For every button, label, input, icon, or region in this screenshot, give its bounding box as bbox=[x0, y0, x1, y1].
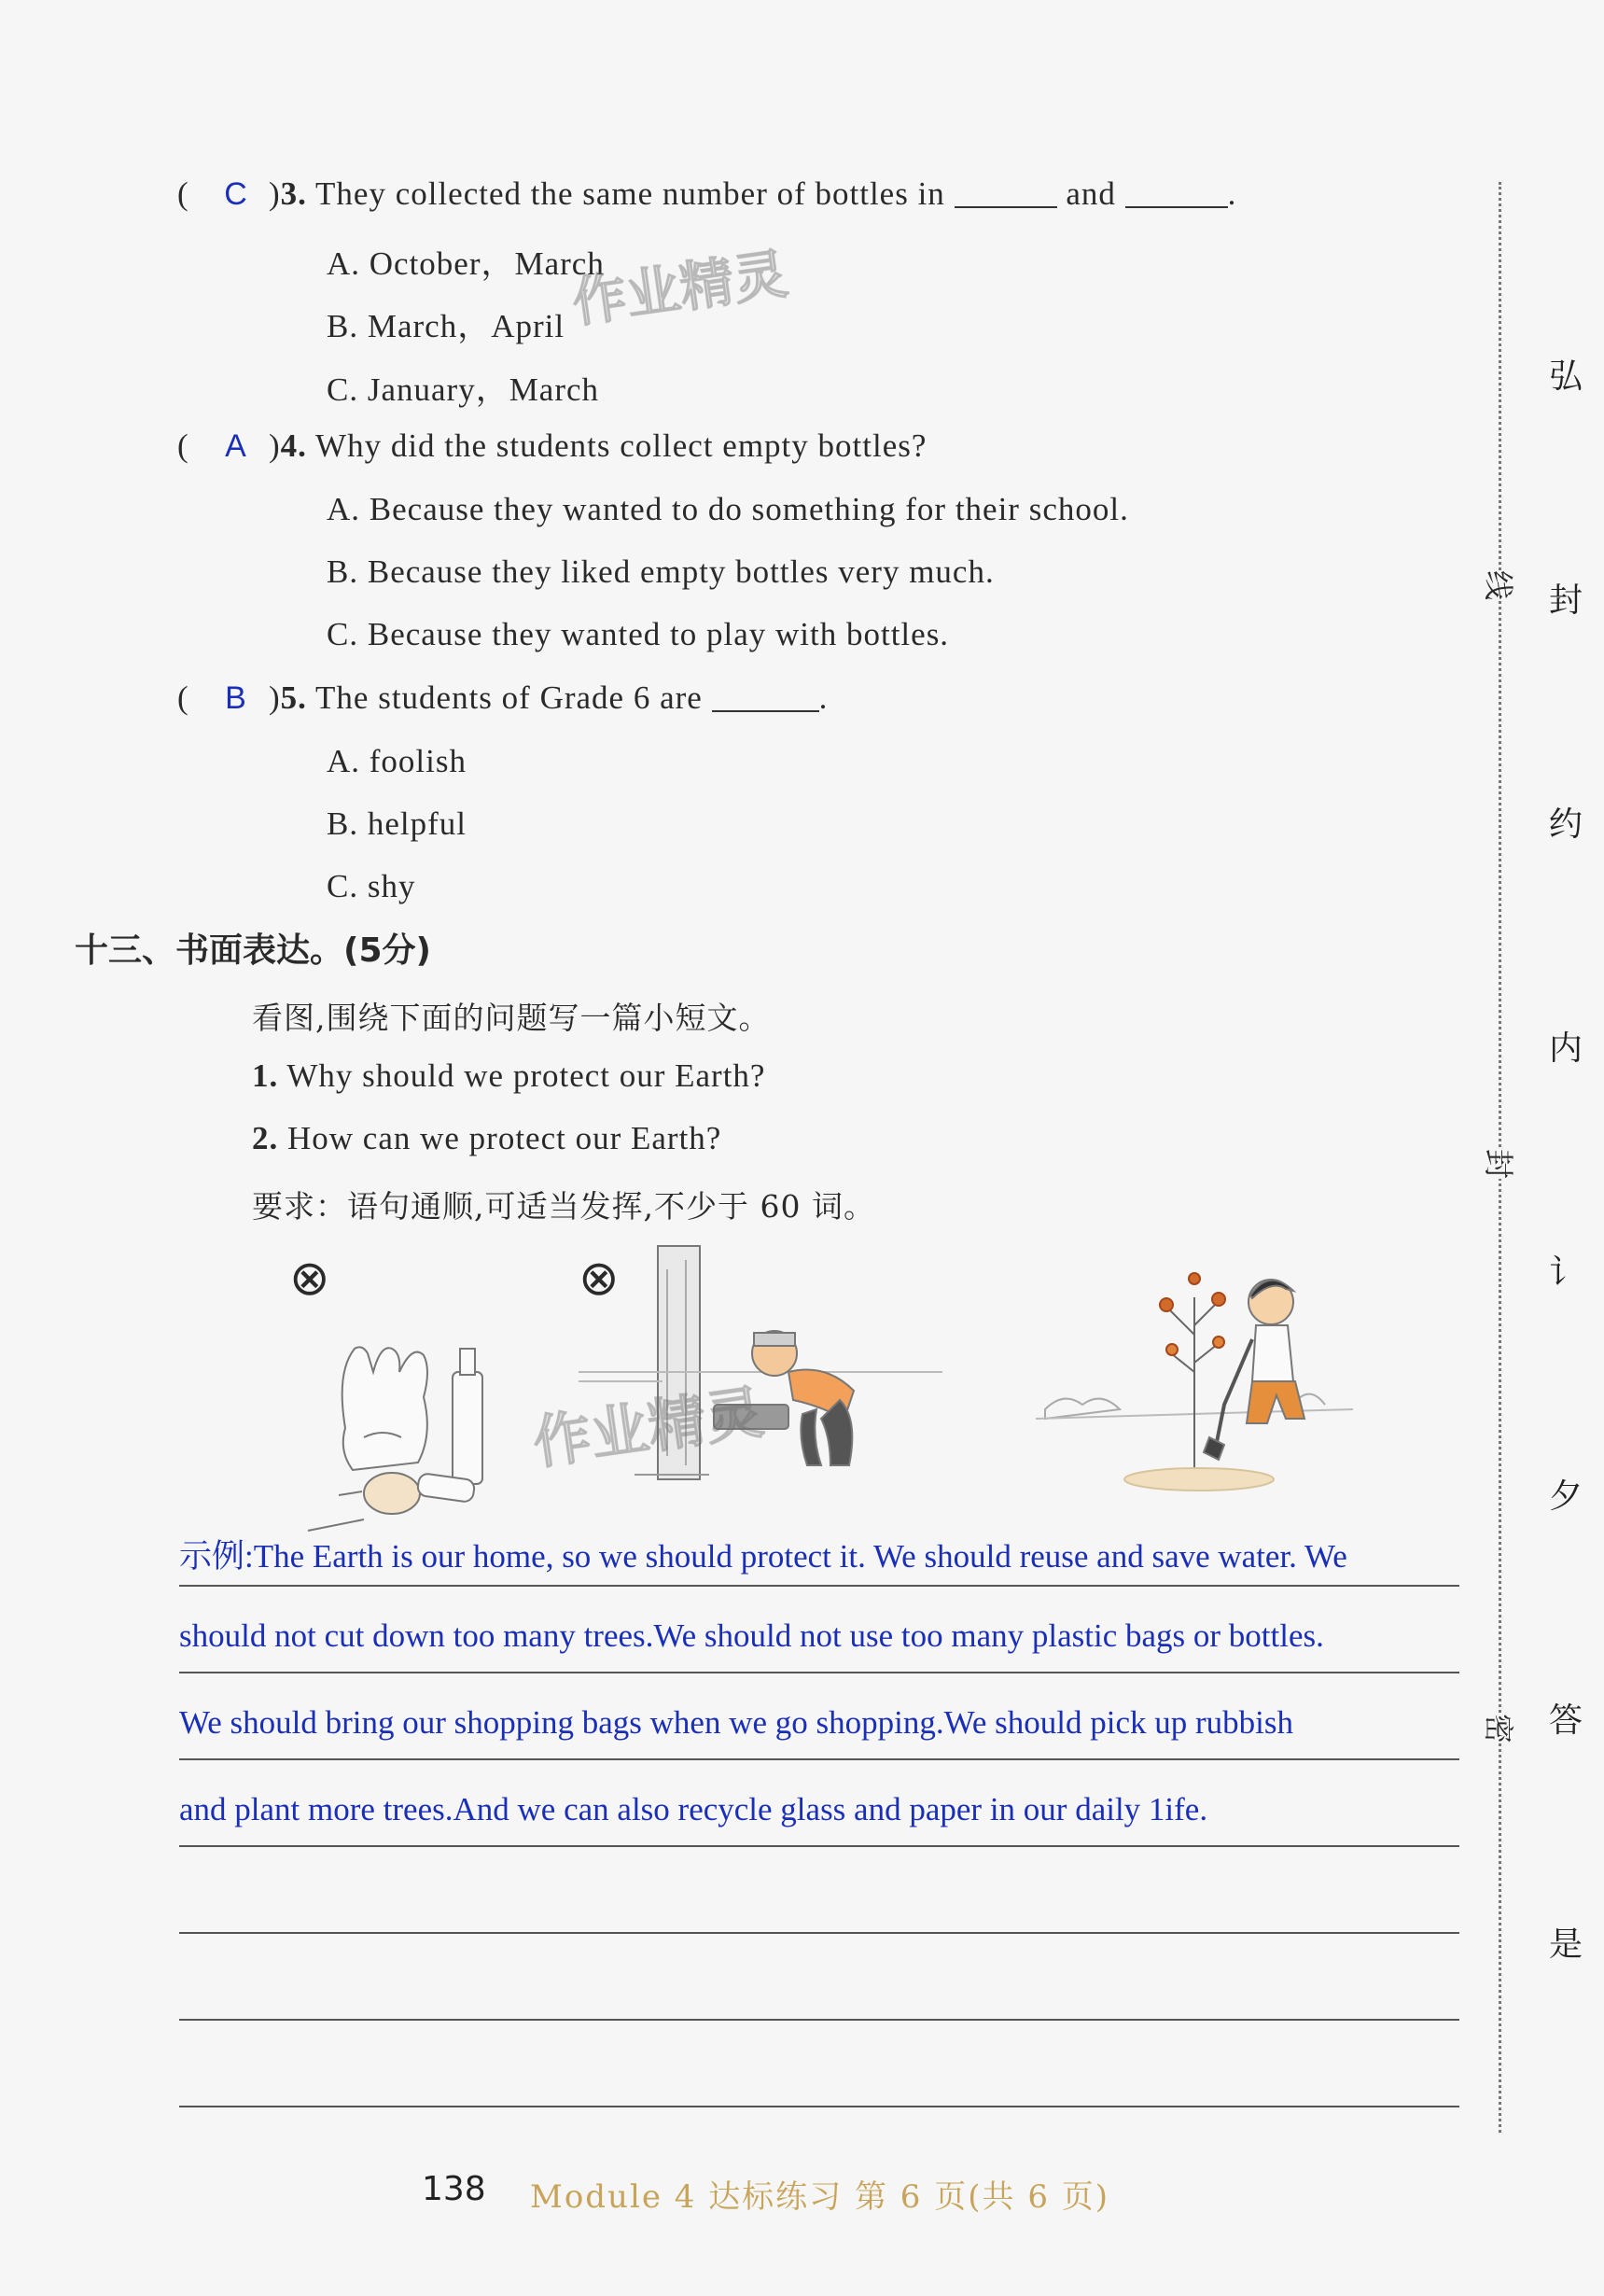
footer-text: Module 4 达标练习 第 6 页(共 6 页) bbox=[530, 2178, 1110, 2216]
essay-line-2: should not cut down too many trees.We should not use too many plastic bags or bottles. bbox=[179, 1617, 1324, 1654]
writing-line bbox=[179, 1585, 1459, 1587]
question-3 bbox=[177, 175, 1236, 213]
edge-char: 答 bbox=[1549, 1701, 1583, 1740]
option-a: A. foolish bbox=[327, 743, 467, 779]
writing-line bbox=[179, 2019, 1459, 2021]
prompt-question-2 bbox=[252, 1120, 721, 1157]
prompt-question-1 bbox=[252, 1057, 765, 1095]
prompt-number: 2. bbox=[252, 1120, 279, 1156]
prohibited-icon: ⊗ bbox=[579, 1251, 620, 1307]
edge-char: 约 bbox=[1549, 805, 1583, 844]
prompt-number: 1. bbox=[252, 1057, 279, 1094]
option-a: A. October，March bbox=[327, 245, 605, 282]
question-text: Why did the students collect empty bottles? bbox=[315, 427, 928, 464]
answer-blank bbox=[712, 710, 819, 712]
question-number: 5. bbox=[280, 679, 307, 716]
page-footer bbox=[0, 2165, 1604, 2221]
paren-close: ) bbox=[269, 679, 281, 716]
section-instruction: 看图,围绕下面的问题写一篇小短文。 bbox=[252, 1000, 771, 1036]
writing-line bbox=[179, 1845, 1459, 1847]
prompt-text: How can we protect our Earth? bbox=[287, 1120, 722, 1156]
binding-label-mi: 密 bbox=[1475, 1714, 1526, 1743]
answer-blank bbox=[955, 206, 1057, 208]
answer-mark: A bbox=[225, 428, 247, 464]
page-number: 138 bbox=[422, 2170, 486, 2208]
paren-open: ( bbox=[177, 679, 189, 716]
option-c: C. shy bbox=[327, 868, 416, 904]
writing-line bbox=[179, 1672, 1459, 1673]
question-text: The students of Grade 6 are bbox=[315, 679, 703, 716]
essay-line-4: and plant more trees.And we can also recycle glass and paper in our daily 1ife. bbox=[179, 1791, 1208, 1827]
edge-char: 夕 bbox=[1549, 1477, 1583, 1516]
answer-mark: C bbox=[224, 176, 248, 212]
prohibited-icon: ⊗ bbox=[289, 1251, 330, 1307]
prompt-text: Why should we protect our Earth? bbox=[286, 1057, 766, 1094]
edge-char: 内 bbox=[1549, 1029, 1583, 1068]
paren-close: ) bbox=[269, 175, 281, 212]
watermark: 作业精灵 bbox=[568, 242, 792, 335]
writing-line bbox=[179, 2106, 1459, 2107]
edge-char: 封 bbox=[1549, 581, 1583, 620]
option-b: B. helpful bbox=[327, 805, 467, 842]
option-b: B. Because they liked empty bottles very much. bbox=[327, 553, 995, 590]
paren-close: ) bbox=[269, 427, 281, 464]
question-text-end: . bbox=[1227, 175, 1237, 212]
watermark: 作业精灵 bbox=[528, 1378, 768, 1477]
question-text: They collected the same number of bottles in bbox=[315, 175, 945, 212]
bottles-bags-illustration bbox=[289, 1307, 569, 1549]
essay-line-3: We should bring our shopping bags when we go shopping.We should pick up rubbish bbox=[179, 1704, 1293, 1741]
edge-char: 讠 bbox=[1549, 1253, 1583, 1292]
paren-open: ( bbox=[177, 175, 189, 212]
essay-line-1: 示例:The Earth is our home, so we should protect it. We should reuse and save water. We bbox=[179, 1538, 1347, 1575]
question-number: 3. bbox=[280, 175, 307, 212]
question-5 bbox=[177, 679, 828, 717]
option-b: B. March，April bbox=[327, 308, 565, 344]
writing-line bbox=[179, 1932, 1459, 1934]
question-text-end: . bbox=[818, 679, 829, 716]
picture-planting-tree bbox=[1036, 1251, 1372, 1498]
section-title: 十三、书面表达。(5分) bbox=[75, 931, 431, 970]
planting-tree-illustration bbox=[1036, 1251, 1372, 1493]
answer-mark: B bbox=[225, 680, 247, 716]
writing-line bbox=[179, 1758, 1459, 1760]
binding-label-feng: 封 bbox=[1475, 1149, 1526, 1179]
option-a: A. Because they wanted to do something for their school. bbox=[327, 491, 1129, 527]
edge-char: 弘 bbox=[1549, 357, 1583, 396]
binding-label-xian: 线 bbox=[1475, 570, 1526, 600]
requirement-text: 要求：语句通顺,可适当发挥,不少于 60 词。 bbox=[252, 1188, 875, 1225]
option-c: C. Because they wanted to play with bottles. bbox=[327, 616, 950, 652]
paren-open: ( bbox=[177, 427, 189, 464]
question-4 bbox=[177, 427, 927, 465]
edge-char: 是 bbox=[1549, 1925, 1583, 1964]
option-c: C. January，March bbox=[327, 371, 600, 408]
question-number: 4. bbox=[280, 427, 307, 464]
question-text-mid: and bbox=[1066, 175, 1116, 212]
answer-blank bbox=[1125, 206, 1228, 208]
